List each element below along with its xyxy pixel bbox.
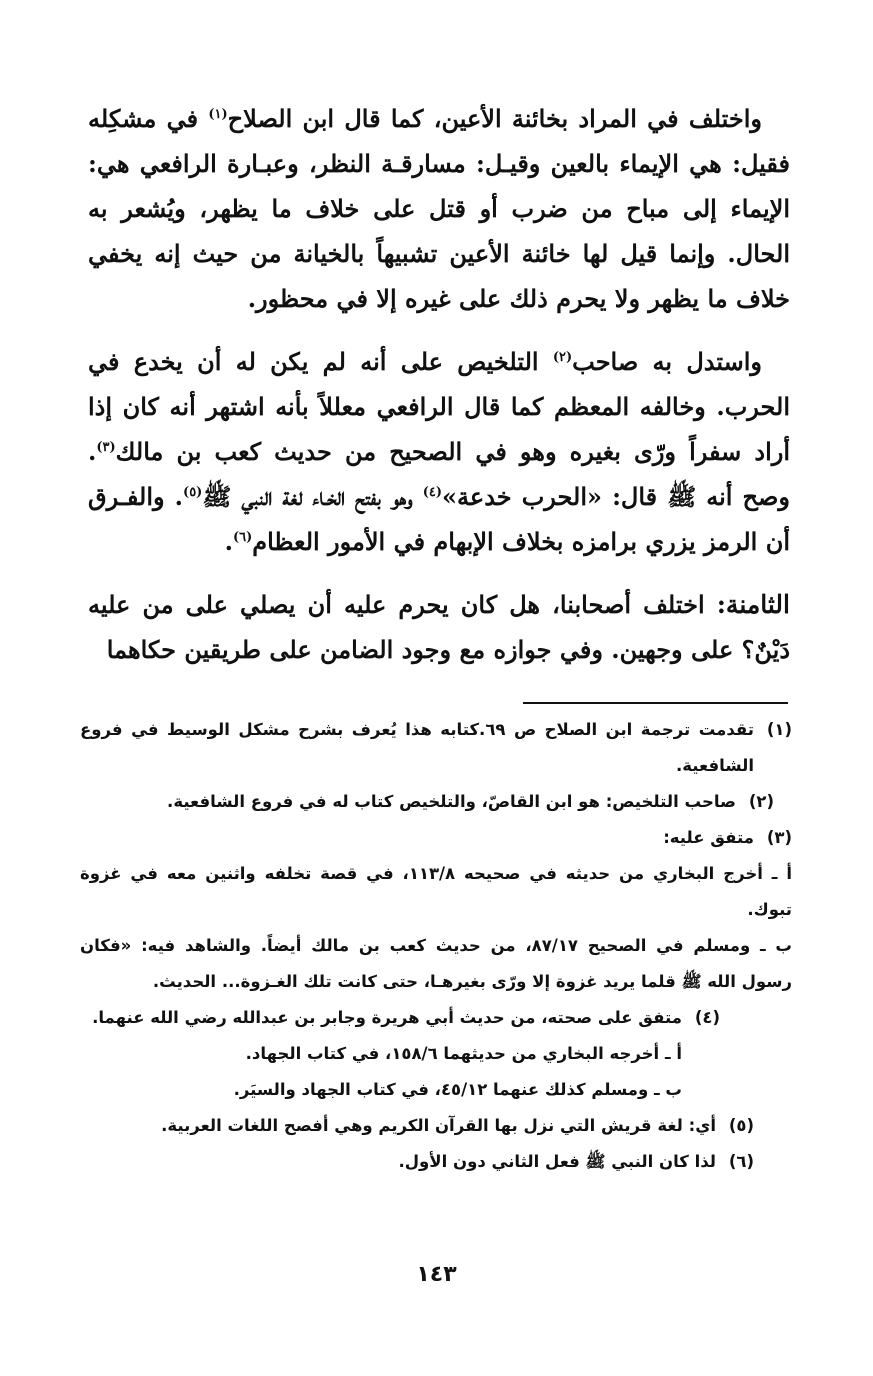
footnote-text: متفق على صحته، من حديث أبي هريرة وجابر بن عبدالله رضي الله عنهما. — [92, 1008, 682, 1027]
footnote-number: (١) — [766, 720, 792, 739]
paragraph-text: التلخيص على أنه لم يكن له أن يخدع في الحرب. وخالفه المعظم كما قال الرافعي معللاً بأنه اشتهر أنه كان إذا أراد سفراً ورّى بغيره وهو في الصحيح من حديث كعب بن مالك — [88, 347, 791, 466]
footnote-number: (٥) — [728, 1116, 754, 1135]
footnote-2 — [80, 784, 792, 820]
paragraph-text: . والفـرق أن الرمز يزري برامزه بخلاف الإبهام في الأمور العظام — [88, 482, 790, 556]
footnote-ref-5[interactable]: (٥) — [183, 485, 203, 500]
footnote-number: (٢) — [748, 792, 774, 811]
footnote-number: (٦) — [728, 1152, 754, 1171]
footnote-4-item-b: ب ـ ومسلم كذلك عنهما ٤٥/١٢، في كتاب الجهاد والسيَر. — [233, 1080, 682, 1099]
footnote-ref-2[interactable]: (٢) — [552, 350, 573, 365]
footnote-ref-6[interactable]: (٦) — [232, 530, 253, 545]
paragraph-text: . وصح أنه ﷺ قال: «الحرب خدعة» — [88, 437, 790, 511]
footnote-ref-1[interactable]: (١) — [208, 107, 228, 122]
footnote-1 — [80, 712, 792, 784]
footnote-number: (٣) — [766, 828, 792, 847]
paragraph-eighth — [88, 582, 790, 672]
paragraph-text: في مشكِله فقيل: هي الإيماء بالعين وقيـل: مسارقـة النظر، وعبـارة الرافعي هي: الإيماء إلى مباح من ضرب أو قتل على خلاف ما يظهر، ويُشعر به الحال. وإنما قيل لها خائنة الأعين تشبيهاً بالخيانة من حيث إنه يخفي خلاف ما يظهر ولا يحرم ذلك على غيره إلا في محظور. — [88, 104, 790, 313]
footnote-3-item-a: أ ـ أخرج البخاري من حديثه في صحيحه ١١٣/٨، في قصة تخلفه واثنين معه في غزوة تبوك. — [80, 864, 792, 919]
footnote-3-item-b: ب ـ ومسلم في الصحيح ٨٧/١٧، من حديث كعب بن مالك أيضاً. والشاهد فيه: «فكان رسول الله ﷺ قلما يريد غزوة إلا ورّى بغيرهـا، حتى كانت تلك الغـزوة... الحديث. — [80, 936, 792, 991]
footnote-text: صاحب التلخيص: هو ابن القاصّ، والتلخيص كتاب له في فروع الشافعية. — [167, 792, 736, 811]
page-number: ١٤٣ — [416, 1262, 457, 1287]
main-text — [88, 96, 790, 690]
footnote-6 — [80, 1144, 792, 1180]
footnote-ref-4[interactable]: (٤) — [422, 485, 443, 500]
footnote-text: أي: لغة قريش التي نزل بها القرآن الكريم وهي أفصح اللغات العربية. — [161, 1116, 716, 1135]
paragraph-text: واختلف في المراد بخائنة الأعين، كما قال ابن الصلاح — [227, 104, 762, 133]
paragraph-text: واستدل به صاحب — [572, 347, 763, 376]
footnote-text: لذا كان النبي ﷺ فعل الثاني دون الأول. — [398, 1152, 716, 1171]
footnote-4 — [80, 1000, 792, 1036]
paragraph-khidaa — [88, 339, 790, 564]
footnote-3 — [80, 820, 792, 856]
footnote-text: متفق عليه: — [663, 828, 754, 847]
paragraph-text: وهو بفتح الخـاء لغة النبي ﷺ — [202, 482, 423, 511]
footnote-5 — [80, 1108, 792, 1144]
footnotes — [80, 712, 792, 1180]
paragraph-text: . — [224, 527, 233, 556]
footnote-text: تقدمت ترجمة ابن الصلاح ص ٦٩.كتابه هذا يُعرف بشرح مشكل الوسيط في فروع الشافعية. — [80, 720, 754, 775]
footnote-ref-3[interactable]: (٣) — [96, 440, 116, 455]
footnote-4-item-a: أ ـ أخرجه البخاري من حديثهما ١٥٨/٦، في كتاب الجهاد. — [245, 1044, 682, 1063]
section-heading: الثامنة: — [716, 590, 790, 619]
paragraph-khainat-al-ayun — [88, 96, 790, 321]
footnote-divider — [523, 702, 788, 704]
footnote-number: (٤) — [694, 1008, 720, 1027]
paragraph-text: اختلف أصحابنا، هل كان يحرم عليه أن يصلي على من عليه دَيْنٌ؟ على وجهين. وفي جوازه مع وجود الضامن على طريقين حكاهما — [88, 590, 790, 664]
